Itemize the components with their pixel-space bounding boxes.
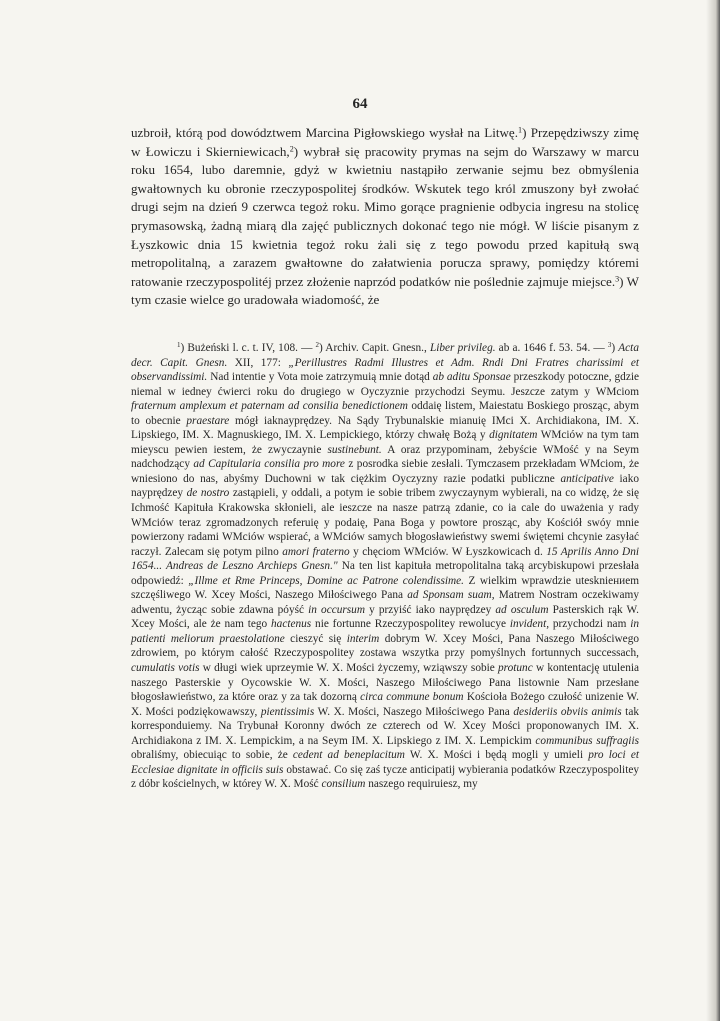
text-run: Matrem Nostram oczekiwamy adwentu, życząc sobie zdawna póyść: [131, 589, 639, 616]
text-run: cieszyć się: [284, 632, 347, 645]
text-run: Pasterskich rąk W. Xcey Mości, ale że nam tego: [131, 603, 639, 631]
italic-phrase: anticipative: [560, 472, 614, 485]
text-run: przychodzi nam: [549, 618, 631, 631]
italic-phrase: desideriis obviis animis: [513, 705, 622, 718]
text-run: y chęciom WMciów. W Łyszkowicach d.: [349, 545, 547, 558]
italic-phrase: praestare: [186, 414, 230, 427]
italic-phrase: hactenus: [271, 618, 312, 631]
text-run: w długi wiek uprzeymie W. X. Mości życzemy, wziąwszy sobie: [199, 662, 498, 675]
text-run: uzbroił, którą pod dowództwem Marcina Pigłowskiego wysłał na Litwę.: [131, 125, 519, 140]
text-run: naszego requiruiesz, my: [365, 778, 478, 791]
text-run: iako nayprędzey: [131, 472, 639, 500]
text-run: Kościoła Bożego czułość unizenie W. X. Mości podziękowawszy,: [131, 691, 639, 718]
italic-phrase: Acta decr. Capit. Gnesn.: [131, 342, 639, 369]
text-run: nie fortunne Rzeczypospolitey rewolucye: [311, 618, 510, 631]
italic-phrase: amori fraterno: [282, 545, 350, 558]
text-run: przeszkody potoczne, gdzie niemal w iedney ćwierci roku do drugiego w Oyczyznie przychodzi Seymu. Jeszcze zatym y WMciom: [131, 371, 639, 398]
text-run: Z wielkim wprawdzie uteskniениem szczęśliwego W. Xcey Mości, Naszego Miłościwego Pana: [131, 574, 640, 602]
italic-phrase: in patienti meliorum praestolatione: [131, 618, 639, 645]
footnote-ref: 1: [177, 341, 181, 350]
italic-phrase: in occursum: [308, 603, 365, 616]
footnote-ref: 2: [315, 341, 320, 350]
italic-phrase: ad Sponsam suam,: [407, 589, 495, 602]
italic-phrase: consilium: [321, 778, 366, 791]
footnote-ref: 2: [289, 144, 294, 154]
page-number: 64: [352, 96, 368, 112]
text-run: mógł iaknayprędzey. Na Sądy Trybunalskie mianuię IMci X. Archidiakona, IM. X. Lipskiego, IM. X. Magnuskiego, IM. X. Lempickiego, którzy chwałę Bożą y: [131, 414, 640, 442]
main-paragraph: [131, 124, 639, 310]
text-run: A oraz przypominam, żebyście WMość y na Seym nadchodzący: [131, 443, 639, 471]
italic-phrase: communibus suffragiis: [535, 734, 639, 747]
text-run: ) Archiv. Capit. Gnesn.,: [319, 342, 430, 354]
text-run: obstawać. Co się zaś tycze anticipatij wybierania podatków Rzeczypospolitey z dóbr kościelnych, w którey W. X. Mość: [131, 763, 640, 791]
text-run: XII, 177:: [227, 356, 289, 369]
italic-phrase: circa commune bonum: [360, 691, 464, 704]
page-edge-shadow: [706, 0, 720, 1021]
italic-phrase: ad Capitularia consilia pro more: [193, 458, 345, 471]
text-run: ) W tym czasie wielce go uradowała wiadomość, że: [131, 273, 639, 308]
italic-phrase: cedent ad beneplacitum: [292, 749, 405, 762]
italic-phrase: pro loci et Ecclesiae dignitate in officiis suis: [131, 749, 639, 776]
footnote-ref: 3: [607, 341, 612, 350]
text-run: obraliśmy, obiecuiąc to sobie, że: [131, 749, 293, 762]
footnote-ref: 3: [615, 274, 620, 284]
text-run: ab a. 1646 f. 53. 54. —: [495, 342, 608, 354]
italic-phrase: cumulatis votis: [131, 662, 200, 675]
footnote-paragraph: [131, 341, 639, 792]
italic-phrase: Liber privileg.: [429, 342, 496, 354]
text-run: Na ten list kapituła metropolitalna taką arcybiskupowi przesłała odpowiedź:: [131, 560, 639, 587]
italic-phrase: protunc: [498, 662, 533, 675]
text-run: ) Bużeński l. c. t. IV, 108. —: [180, 342, 316, 354]
italic-phrase: „Illme et Rme Princeps, Domine ac Patrone colendissime.: [188, 574, 464, 587]
text-run: y przyiść iako nayprędzey: [364, 603, 496, 616]
italic-phrase: „Perillustres Radmi Illustres et Adm. Rndi Dni Fratres charissimi et observandissimi.: [131, 356, 639, 384]
italic-phrase: fraternum amplexum et paternam ad consilia benedictionem: [131, 400, 408, 413]
italic-phrase: invident,: [509, 618, 550, 631]
text-run: W. X. Mości i będą mogli y umieli: [404, 749, 589, 762]
italic-phrase: de nostro: [186, 487, 230, 500]
text-run: z posrodka siebie zesłali. Tymczasem przekładam WMciom, że wniesiono do nas, abyśmy Duchowni w tak ciężkim Oyczyzny razie podatki publiczne: [131, 458, 639, 485]
italic-phrase: sustinebunt.: [327, 443, 382, 456]
footnotes: [131, 341, 639, 792]
text-run: zastąpieli, y oddali, a potym ie sobie tribem zwyczaynym wybierali, na co widzę, że się Ichmość Kapituła Krakowska skłonieli, ale ieszcze na nasze patrzą zdanie, co ia cale do uważenia y rady WMciów teraz zgromadzonych referuię y podaię, Pana Boga y powtore prosząc, aby Kościół swóy mnie powierzony radami WMciów wspierać, a WMciów samych błogosławieństwy swemi świętemi chcynie zasyłać raczył. Zalecam się potym pilno: [131, 487, 639, 558]
text-run: Nad intentie y Vota moie zatrzymuią mnie dotąd: [207, 371, 433, 384]
italic-phrase: interim: [346, 632, 380, 645]
text-run: ): [611, 342, 619, 354]
footnote-ref: 1: [518, 125, 523, 135]
italic-phrase: ad osculum: [495, 603, 549, 616]
text-run: tak korresponduiemy. Na Trybunał Koronny dwóch ze czterech od W. Xcey Mości proponowanych IM. X. Archidiakona z IM. X. Lempickim, a na Seym IM. X. Lipskiego z IM. X. Lempickim: [131, 705, 639, 747]
text-run: ) Przepędziwszy zimę w Łowiczu i Skierniewicach,: [131, 125, 639, 159]
text-run: oddaię listem, Maiestatu Boskiego prosząc, abym to obecnie: [131, 400, 639, 427]
text-run: w kontentację utulenia naszego Pasterskie y Oycowskie W. X. Mości, Naszego Miłościwego Pana listownie Nam przesłane błogosławieństwo, za które oraz y za tak dozorną: [131, 662, 640, 704]
italic-phrase: ab aditu Sponsae: [432, 371, 511, 384]
italic-phrase: pientissimis: [260, 705, 315, 718]
italic-phrase: dignitatem: [489, 429, 538, 442]
text-run: WMciów na tym tam mieyscu pewien iestem, że zwyczaynie: [131, 429, 640, 456]
text-run: ) wybrał się pracowity prymas na sejm do Warszawy w marcu roku 1654, lubo daremnie, gdyż w kwietniu nastąpiło zerwanie sejmu bez obmyślenia gwałtownych ku obronie rzeczypospolitej środków. Wskutek tego król zmuszony był zwołać drugi sejm na dzień 9 czerwca tegoż roku. Mimo gorące pragnienie odbycia ingresu na stolicę prymasowską, żadną miarą dla zajęć publicznych dokonać tego nie mógł. W liście pisanym z Łyszkowic dnia 15 kwietnia tegoż roku żali się z tego powodu przed kapitułą swą metropolitalną, a zarazem gwałtowne do załatwienia porucza sprawy, pomiędzy któremi ratowanie rzeczypospolitéj przez złożenie naprzód podatków nie poślednie zajmuje miejsce.: [131, 143, 639, 289]
text-run: W. X. Mości, Naszego Miłościwego Pana: [314, 705, 514, 718]
italic-phrase: 15 Aprilis Anno Dni 1654... Andreas de Leszno Archieps Gnesn.": [131, 545, 639, 573]
text-run: dobrym W. Xcey Mości, Pana Naszego Miłościwego zdrowiem, po którym całość Rzeczypospolitey zostawa wszytka przy pomyślnych fortunnych successach,: [131, 632, 639, 660]
